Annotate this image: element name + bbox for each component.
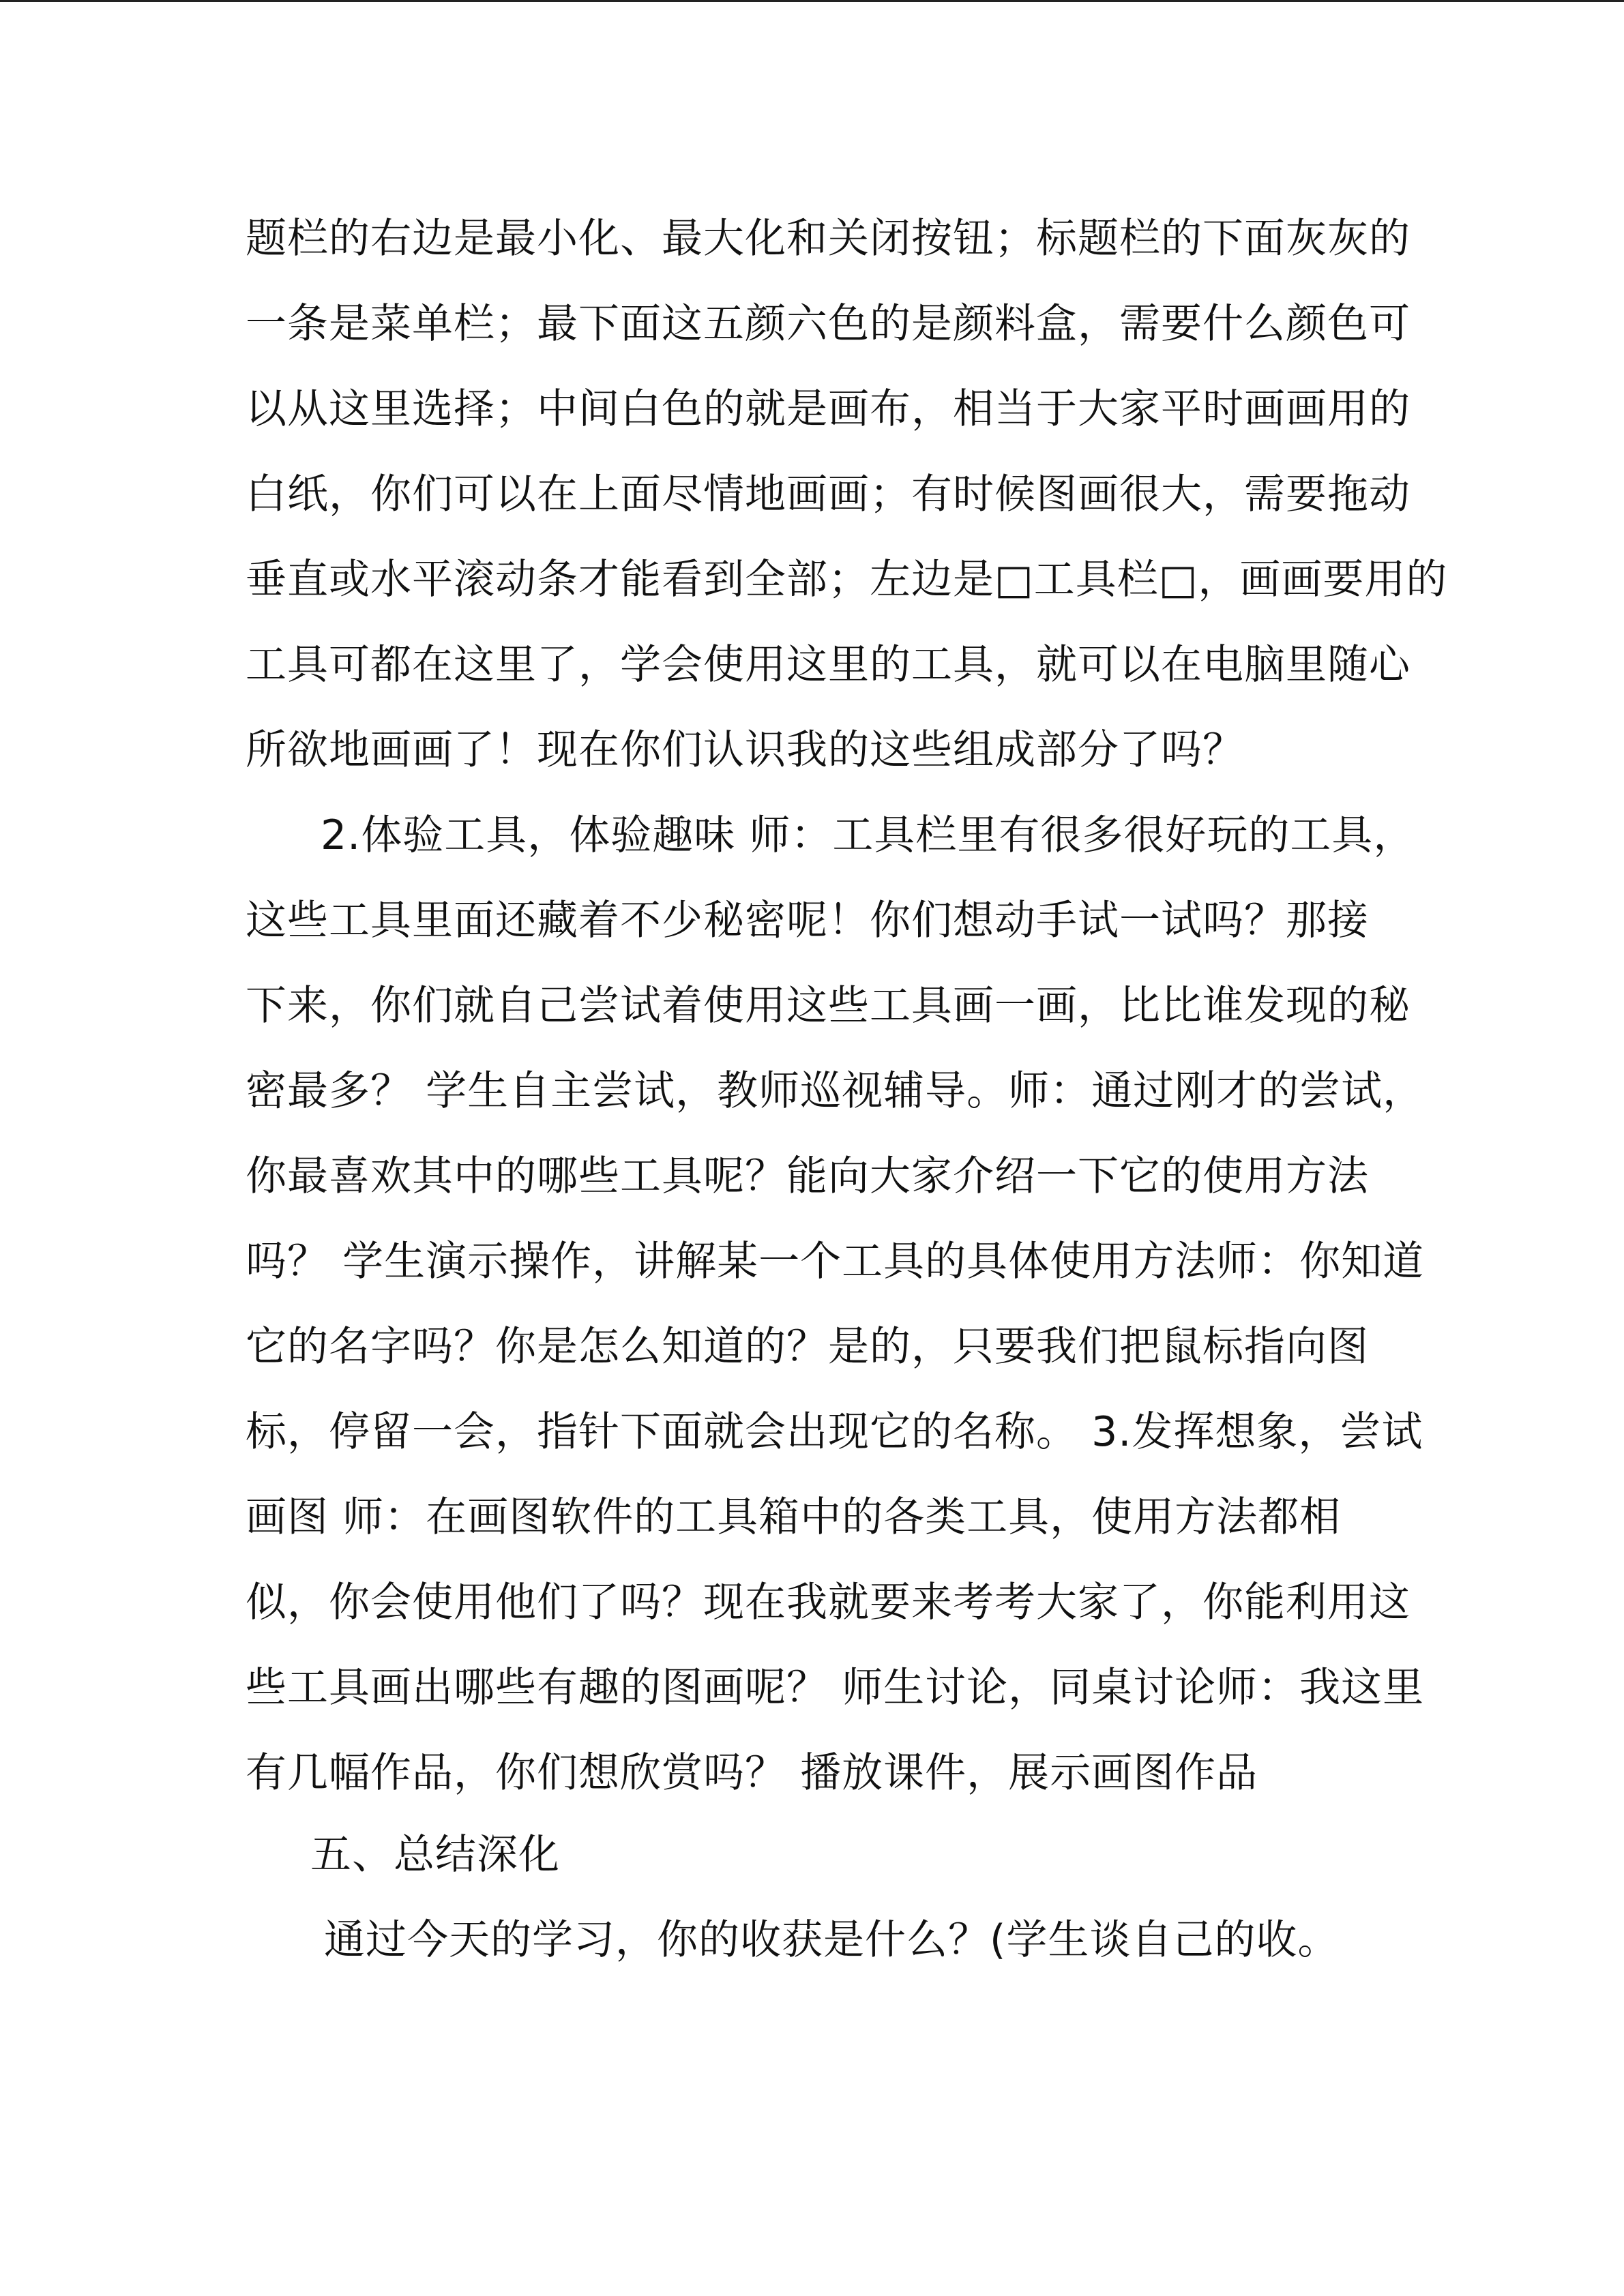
text-line: 画图 师：在画图软件的工具箱中的各类工具，使用方法都相 [246, 1493, 1342, 1541]
text-line: 白纸，你们可以在上面尽情地画画；有时候图画很大，需要拖动 [246, 471, 1411, 518]
text-line: 所欲地画画了！现在你们认识我的这些组成部分了吗？ [246, 726, 1244, 774]
text-line: 些工具画出哪些有趣的图画呢？ 师生讨论，同桌讨论师：我这里 [246, 1664, 1425, 1712]
text-line: 你最喜欢其中的哪些工具呢？能向大家介绍一下它的使用方法 [246, 1152, 1369, 1200]
text-line: 垂直或水平滚动条才能看到全部；左边是□工具栏□，画画要用的 [246, 556, 1448, 603]
text-line: 似，你会使用他们了吗？现在我就要来考考大家了，你能利用这 [246, 1579, 1411, 1626]
text-line: 2.体验工具，体验趣味 师：工具栏里有很多很好玩的工具， [321, 811, 1415, 859]
text-line: 密最多？ 学生自主尝试，教师巡视辅导。师：通过刚才的尝试， [246, 1067, 1425, 1115]
text-line: 吗？ 学生演示操作，讲解某一个工具的具体使用方法师：你知道 [246, 1238, 1425, 1285]
text-line: 这些工具里面还藏着不少秘密呢！你们想动手试一试吗？那接 [246, 897, 1369, 944]
text-line: 通过今天的学习，你的收获是什么？(学生谈自己的收。 [324, 1916, 1340, 1964]
text-line: 一条是菜单栏；最下面这五颜六色的是颜料盒，需要什么颜色可 [246, 300, 1411, 348]
text-line: 题栏的右边是最小化、最大化和关闭按钮；标题栏的下面灰灰的 [246, 215, 1411, 263]
text-line: 以从这里选择；中间白色的就是画布，相当于大家平时画画用的 [246, 385, 1411, 433]
text-line: 下来，你们就自己尝试着使用这些工具画一画，比比谁发现的秘 [246, 982, 1411, 1030]
text-line: 有几幅作品，你们想欣赏吗？ 播放课件，展示画图作品 [246, 1749, 1258, 1797]
text-line: 工具可都在这里了，学会使用这里的工具，就可以在电脑里随心 [246, 641, 1411, 689]
text-line: 标，停留一会，指针下面就会出现它的名称。 3.发挥想象，尝试 [246, 1408, 1423, 1456]
section-heading: 五、总结深化 [310, 1831, 560, 1879]
page-top-border [0, 0, 1624, 2]
text-line: 它的名字吗？你是怎么知道的？是的，只要我们把鼠标指向图 [246, 1323, 1369, 1371]
